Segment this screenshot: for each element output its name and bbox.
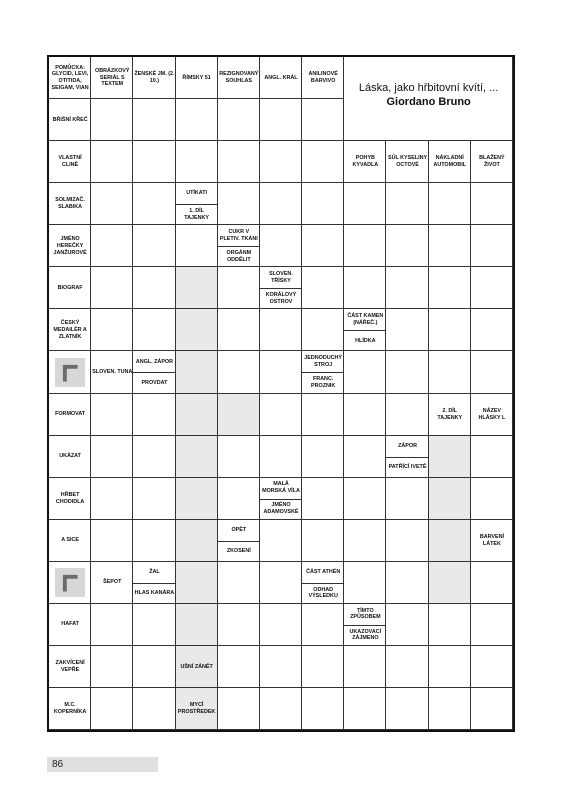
grid-cell[interactable]: [429, 351, 471, 393]
grid-cell[interactable]: [176, 351, 218, 393]
grid-cell[interactable]: [386, 646, 428, 688]
grid-cell[interactable]: [429, 688, 471, 730]
logo-icon: [55, 568, 85, 597]
grid-cell[interactable]: [344, 478, 386, 520]
grid-cell[interactable]: [91, 225, 133, 267]
grid-cell[interactable]: [91, 436, 133, 478]
grid-cell[interactable]: [471, 478, 513, 520]
clue-text: OPĚT: [231, 526, 247, 533]
grid-cell[interactable]: [260, 688, 302, 730]
grid-cell[interactable]: [386, 309, 428, 351]
grid-cell[interactable]: [91, 604, 133, 646]
grid-cell[interactable]: [429, 646, 471, 688]
clue-text: HLAS KANÁRA: [134, 589, 175, 596]
clue-text: JMÉNO HEREČKY JANŽUROVÉ: [53, 236, 87, 256]
grid-cell[interactable]: [344, 436, 386, 478]
grid-cell[interactable]: [386, 688, 428, 730]
clue-text: HLÍDKA: [355, 337, 376, 344]
clue-text: SLOVEN. TŘÍSKY: [269, 271, 293, 284]
clue-text: TÍMTO ZPŮSOBEM: [350, 607, 381, 621]
grid-cell[interactable]: [133, 520, 175, 562]
clue-text: UKÁZAT: [59, 453, 81, 460]
grid-cell[interactable]: [260, 646, 302, 688]
clue-text: UŠNÍ ZÁNĚT: [180, 663, 213, 670]
grid-cell[interactable]: [471, 604, 513, 646]
grid-cell[interactable]: [429, 267, 471, 309]
grid-cell[interactable]: [176, 309, 218, 351]
grid-cell[interactable]: [471, 183, 513, 225]
grid-cell[interactable]: [218, 351, 260, 393]
grid-cell[interactable]: [429, 225, 471, 267]
page-footer-bar: [47, 757, 158, 772]
grid-cell[interactable]: [344, 646, 386, 688]
grid-cell[interactable]: [260, 394, 302, 436]
grid-cell[interactable]: [260, 351, 302, 393]
grid-cell[interactable]: [429, 562, 471, 604]
clue-text: SŮL KYSELINY OCTOVÉ: [387, 155, 428, 169]
grid-cell[interactable]: [344, 267, 386, 309]
clue-text: OBRÁZKOVÝ SERIÁL S TEXTEM: [95, 67, 130, 88]
grid-cell[interactable]: [302, 394, 344, 436]
clue-text: REZIGNOVANÝ SOUHLAS: [219, 71, 259, 85]
clue-text: BŘIŠNÍ KŘEČ: [52, 116, 88, 123]
clue-text: UKAZOVACÍ ZÁJMENO: [349, 628, 382, 642]
grid-cell[interactable]: [218, 309, 260, 351]
clue-text: ODHAD VÝSLEDKU: [308, 586, 338, 600]
grid-cell[interactable]: [344, 225, 386, 267]
clue-text: UTÍKATI: [186, 190, 208, 197]
grid-cell[interactable]: [302, 646, 344, 688]
clue-text: VLASTNÍ CLINĚ: [58, 155, 82, 169]
clue-text: ZKOSENÍ: [226, 547, 251, 554]
grid-cell[interactable]: [471, 646, 513, 688]
grid-cell[interactable]: [133, 436, 175, 478]
page-number: 86: [52, 759, 64, 770]
grid-cell[interactable]: [218, 478, 260, 520]
grid-cell[interactable]: [429, 183, 471, 225]
grid-cell[interactable]: [133, 478, 175, 520]
clue-text: HAFAT: [61, 621, 79, 628]
grid-cell[interactable]: [260, 225, 302, 267]
clue-text: POHYB KYVADLA: [352, 155, 379, 169]
grid-cell[interactable]: [218, 141, 260, 183]
grid-cell[interactable]: [344, 394, 386, 436]
clue-text: MALÁ MORSKÁ VÍLA: [262, 481, 300, 495]
grid-cell[interactable]: [429, 478, 471, 520]
grid-cell[interactable]: [218, 436, 260, 478]
clue-text: ČESKÝ MEDAILÉR A ZLATNÍK: [53, 320, 87, 340]
grid-cell[interactable]: [260, 309, 302, 351]
grid-cell[interactable]: [344, 520, 386, 562]
grid-cell[interactable]: [260, 183, 302, 225]
grid-cell[interactable]: [471, 562, 513, 604]
grid-cell[interactable]: [133, 688, 175, 730]
grid-cell[interactable]: [386, 604, 428, 646]
grid-cell[interactable]: [302, 436, 344, 478]
grid-cell[interactable]: [260, 562, 302, 604]
grid-cell[interactable]: [218, 183, 260, 225]
grid-cell[interactable]: [218, 646, 260, 688]
grid-cell[interactable]: [133, 604, 175, 646]
grid-cell[interactable]: [91, 646, 133, 688]
clue-text: POMŮCKA: GLYCID, LEVI, OTITIDA, SEIGAM, VIAN: [51, 64, 89, 91]
quote-author: Giordano Bruno: [386, 96, 471, 109]
grid-cell[interactable]: [471, 267, 513, 309]
grid-cell[interactable]: [176, 562, 218, 604]
grid-cell[interactable]: [176, 394, 218, 436]
clue-text: SOLMIZAČ. SLABIKA: [55, 197, 85, 211]
clue-text: CUKR V PLETIV. TKÁNI: [219, 229, 258, 242]
grid-cell[interactable]: [218, 267, 260, 309]
clue-text: MYCÍ PROSTŘEDEK: [177, 702, 216, 715]
grid-cell[interactable]: [471, 688, 513, 730]
grid-cell[interactable]: [133, 225, 175, 267]
grid-cell[interactable]: [386, 478, 428, 520]
clue-text: ŽAL: [149, 568, 160, 575]
clue-text: BARVENÍ LÁTEK: [479, 533, 504, 547]
grid-cell[interactable]: [176, 604, 218, 646]
grid-cell[interactable]: [471, 436, 513, 478]
clue-text: NÁKLADNÍ AUTOMOBIL: [433, 155, 466, 169]
grid-cell[interactable]: [260, 520, 302, 562]
grid-cell[interactable]: [91, 309, 133, 351]
crossword-grid: [47, 55, 515, 732]
grid-cell[interactable]: [91, 99, 133, 141]
clue-text: M.C. KOPERNÍKA: [53, 702, 87, 715]
grid-cell[interactable]: [344, 688, 386, 730]
grid-cell[interactable]: [386, 225, 428, 267]
clue-text: KORÁLOVÝ OSTROV: [265, 292, 297, 305]
grid-cell[interactable]: [302, 604, 344, 646]
grid-cell[interactable]: [302, 478, 344, 520]
grid-cell[interactable]: [302, 309, 344, 351]
clue-text: BIOGRAF: [57, 284, 83, 291]
grid-cell[interactable]: [344, 562, 386, 604]
grid-cell[interactable]: [302, 225, 344, 267]
grid-cell[interactable]: [218, 562, 260, 604]
grid-cell[interactable]: [91, 267, 133, 309]
quote-text: Láska, jako hřbitovní kvítí, ...: [358, 82, 499, 95]
grid-cell[interactable]: [386, 520, 428, 562]
grid-cell[interactable]: [386, 183, 428, 225]
grid-cell[interactable]: [302, 688, 344, 730]
grid-cell[interactable]: [218, 604, 260, 646]
clue-text: FORMOVAT: [55, 411, 86, 418]
clue-text: NÁZEV HLÁSKY L: [478, 407, 506, 421]
quote: [344, 82, 513, 108]
clue-text: BLAŽENÝ ŽIVOT: [479, 155, 505, 169]
grid-cell[interactable]: [386, 562, 428, 604]
grid-cell[interactable]: [133, 99, 175, 141]
grid-cell[interactable]: [218, 394, 260, 436]
grid-cell[interactable]: [302, 267, 344, 309]
grid-cell[interactable]: [471, 225, 513, 267]
grid-cell[interactable]: [344, 183, 386, 225]
grid-cell[interactable]: [91, 183, 133, 225]
grid-cell[interactable]: [386, 267, 428, 309]
grid-cell[interactable]: [176, 520, 218, 562]
grid-cell[interactable]: [429, 604, 471, 646]
grid-cell[interactable]: [429, 436, 471, 478]
clue-text: ČÁST KAMEN (NÁŘEČ.): [347, 313, 384, 326]
grid-cell[interactable]: [386, 351, 428, 393]
grid-cell[interactable]: [133, 394, 175, 436]
grid-cell[interactable]: [176, 478, 218, 520]
grid-cell[interactable]: [91, 141, 133, 183]
clue-text: SLOVEN. TUNA: [92, 369, 133, 376]
clue-text: 1. DÍL TAJENKY: [184, 207, 209, 221]
clue-text: ČÁST ATHÉN: [306, 568, 341, 575]
grid-cell[interactable]: [91, 520, 133, 562]
grid-cell[interactable]: [260, 99, 302, 141]
grid-cell[interactable]: [91, 688, 133, 730]
clue-text: ŘÍMSKY 51: [182, 74, 211, 81]
clue-text: ANGL. KRÁL: [264, 74, 298, 81]
clue-text: ANILINOVÉ BARVIVO: [308, 71, 338, 85]
clue-text: HŘBET CHODIDLA: [55, 491, 85, 505]
grid-cell[interactable]: [429, 520, 471, 562]
clue-text: ŽENSKÉ JM. (2. 10.): [134, 71, 175, 85]
grid-cell[interactable]: [471, 309, 513, 351]
clue-text: A SICE: [61, 537, 79, 544]
clue-text: FRANC. PROZNIK: [311, 376, 336, 389]
grid-cell[interactable]: [176, 267, 218, 309]
grid-cell[interactable]: [176, 141, 218, 183]
grid-cell[interactable]: [260, 141, 302, 183]
clue-text: JEDNODUCHÝ STROJ: [304, 355, 343, 368]
clue-text: ZÁPOR: [398, 442, 417, 449]
grid-cell[interactable]: [91, 478, 133, 520]
clue-text: ŠEPOT: [103, 579, 122, 586]
clue-text: JMÉNO ADAMOVSKÉ: [263, 502, 299, 516]
grid-cell[interactable]: [91, 394, 133, 436]
grid-cell[interactable]: [133, 267, 175, 309]
grid-cell[interactable]: [133, 183, 175, 225]
clue-text: ORGÁNM ODDĚLIT: [226, 250, 252, 263]
grid-cell[interactable]: [429, 309, 471, 351]
grid-cell[interactable]: [176, 99, 218, 141]
logo-icon: [55, 358, 85, 387]
clue-text: ANGL. ZÁPOR: [135, 358, 174, 365]
clue-text: PATŘÍCÍ IVETĚ: [388, 463, 427, 470]
grid-cell[interactable]: [344, 351, 386, 393]
grid-cell[interactable]: [302, 99, 344, 141]
grid-cell[interactable]: [133, 141, 175, 183]
grid-cell[interactable]: [218, 99, 260, 141]
grid-cell[interactable]: [471, 351, 513, 393]
grid-cell[interactable]: [176, 436, 218, 478]
grid-cell[interactable]: [133, 646, 175, 688]
grid-cell[interactable]: [218, 688, 260, 730]
grid-cell[interactable]: [176, 225, 218, 267]
grid-cell[interactable]: [133, 309, 175, 351]
clue-text: ZAKVÍCENÍ VEPŘE: [55, 660, 85, 673]
grid-cell[interactable]: [302, 520, 344, 562]
grid-cell[interactable]: [302, 183, 344, 225]
grid-cell[interactable]: [386, 394, 428, 436]
clue-text: 2. DÍL TAJENKY: [437, 407, 463, 421]
grid-cell[interactable]: [260, 604, 302, 646]
clue-text: PROVDAT: [141, 379, 168, 386]
grid-cell[interactable]: [302, 141, 344, 183]
grid-cell[interactable]: [260, 436, 302, 478]
